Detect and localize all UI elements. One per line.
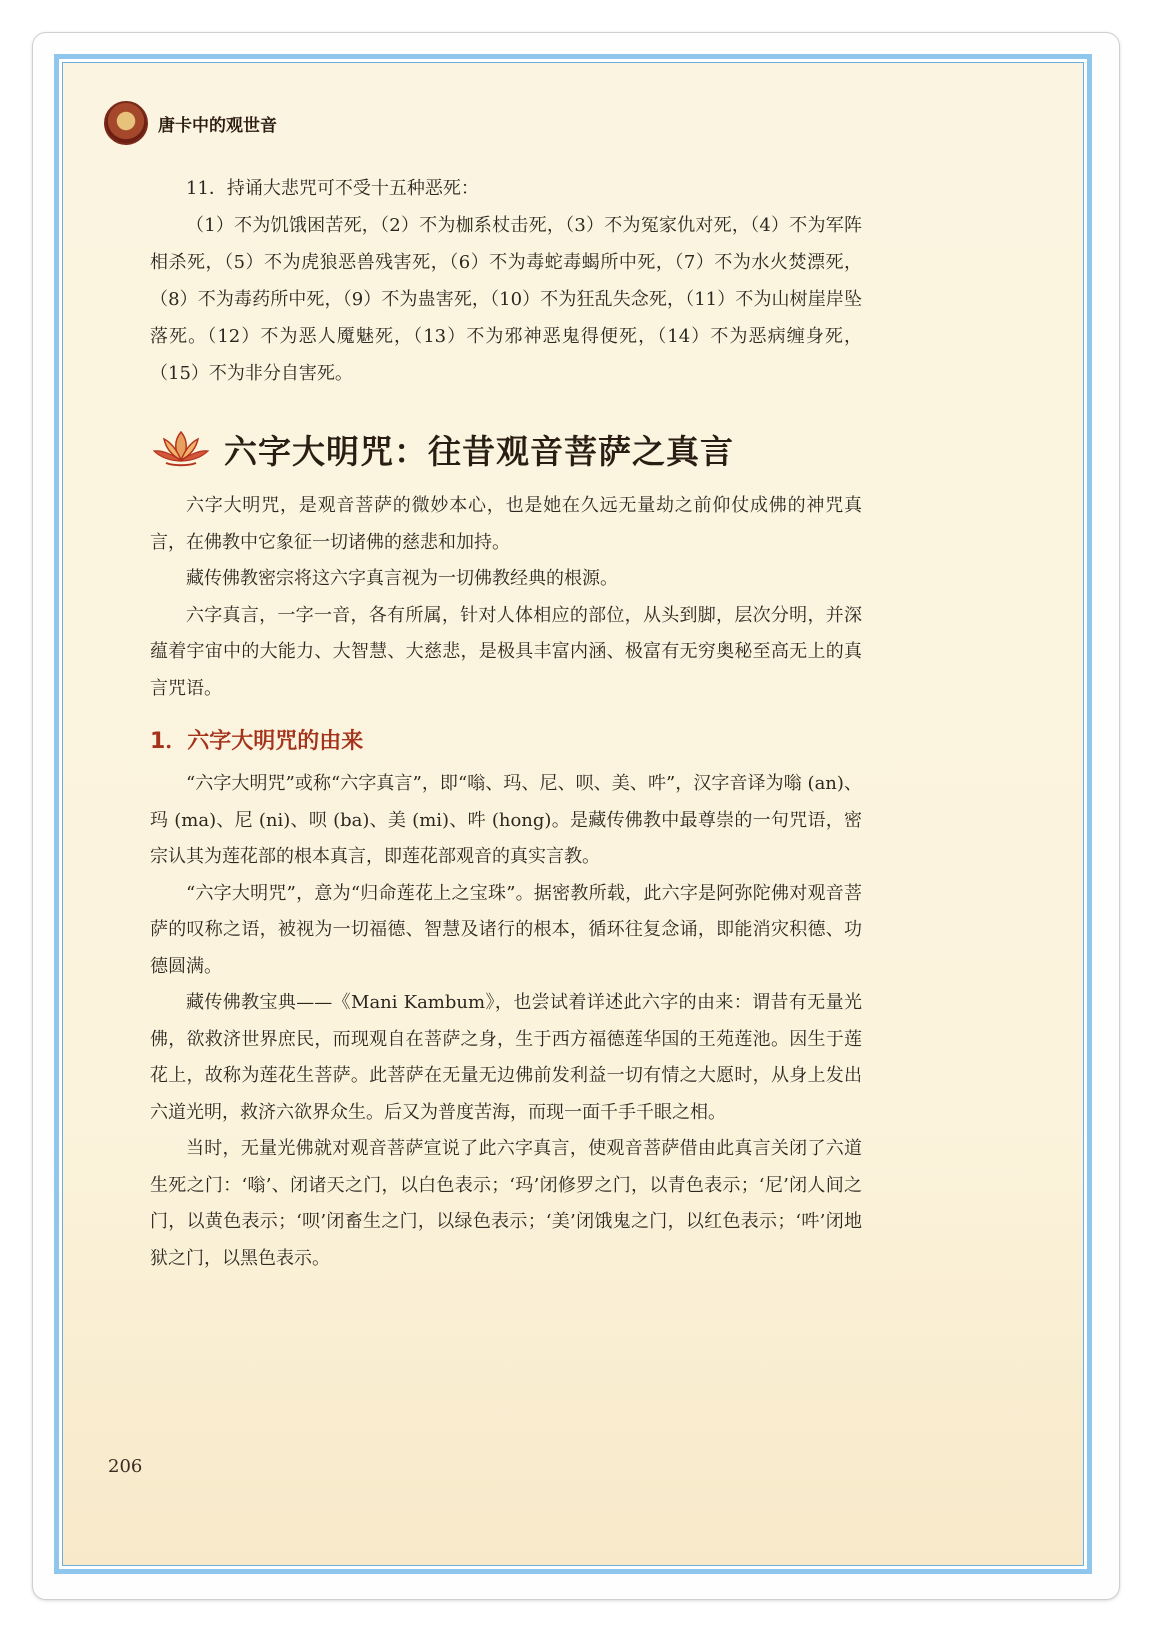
lotus-icon bbox=[152, 430, 210, 468]
intro-paragraph: 六字大明咒，是观音菩萨的微妙本心，也是她在久远无量劫之前仰仗成佛的神咒真言，在佛教中它象征一切诸佛的慈悲和加持。 bbox=[150, 495, 862, 553]
origin-paragraph: 当时，无量光佛就对观音菩萨宣说了此六字真言，使观音菩萨借由此真言关闭了六道生死之门：‘嗡’、闭诸天之门，以白色表示；‘玛’闭修罗之门，以青色表示；‘尼’闭人间之门，以黄色表示；‘呗’闭畜生之门，以绿色表示；‘美’闭饿鬼之门，以红色表示；‘吽’闭地狱之门，以黑色表示。 bbox=[150, 1138, 862, 1269]
guanyin-logo-icon bbox=[104, 101, 148, 145]
origin-paragraph: “六字大明咒”，意为“归命莲花上之宝珠”。据密教所载，此六字是阿弥陀佛对观音菩萨的叹称之语，被视为一切福德、智慧及诸行的根本，循环往复念诵，即能消灾积德、功德圆满。 bbox=[150, 882, 862, 977]
book-title: 唐卡中的观世音 bbox=[158, 115, 277, 136]
origin-paragraph: “六字大明咒”或称“六字真言”，即“嗡、玛、尼、呗、美、吽”，汉字音译为嗡 (an)、玛 (ma)、尼 (ni)、呗 (ba)、美 (mi)、吽 (hong)。是藏传佛教中最尊崇的一句咒语，密宗认其为莲花部的根本真言，即莲花部观音的真实言教。 bbox=[150, 773, 862, 867]
running-header bbox=[104, 98, 277, 148]
section-heading bbox=[152, 422, 734, 476]
death-list-heading: 11．持诵大悲咒可不受十五种恶死： bbox=[186, 178, 479, 199]
death-list-section bbox=[150, 170, 862, 392]
section-intro bbox=[150, 488, 862, 707]
origin-paragraph: 藏传佛教宝典——《Mani Kambum》，也尝试着详述此六字的由来：谓昔有无量光佛，欲救济世界庶民，而现观自在菩萨之身，生于西方福德莲华国的王苑莲池。因生于莲花上，故称为莲花生菩萨。此菩萨在无量无边佛前发利益一切有情之大愿时，从身上发出六道光明，救济六欲界众生。后又为普度苦海，而现一面千手千眼之相。 bbox=[150, 992, 862, 1123]
page-number: 206 bbox=[108, 1456, 143, 1477]
intro-paragraph: 藏传佛教密宗将这六字真言视为一切佛教经典的根源。 bbox=[186, 568, 618, 589]
subsection-title: 1．六字大明咒的由来 bbox=[150, 729, 364, 754]
death-list-body: （1）不为饥饿困苦死，（2）不为枷系杖击死，（3）不为冤家仇对死，（4）不为军阵相杀死，（5）不为虎狼恶兽残害死，（6）不为毒蛇毒蝎所中死，（7）不为水火焚漂死，（8）不为毒药所中死，（9）不为蛊害死，（10）不为狂乱失念死，（11）不为山树崖岸坠落死。（12）不为恶人魇魅死，（13）不为邪神恶鬼得便死，（14）不为恶病缠身死，（15）不为非分自害死。 bbox=[150, 215, 862, 384]
subsection-body bbox=[150, 766, 862, 1277]
intro-paragraph: 六字真言，一字一音，各有所属，针对人体相应的部位，从头到脚，层次分明，并深蕴着宇宙中的大能力、大智慧、大慈悲，是极具丰富内涵、极富有无穷奥秘至高无上的真言咒语。 bbox=[150, 604, 862, 699]
section-title: 六字大明咒：往昔观音菩萨之真言 bbox=[224, 431, 734, 471]
